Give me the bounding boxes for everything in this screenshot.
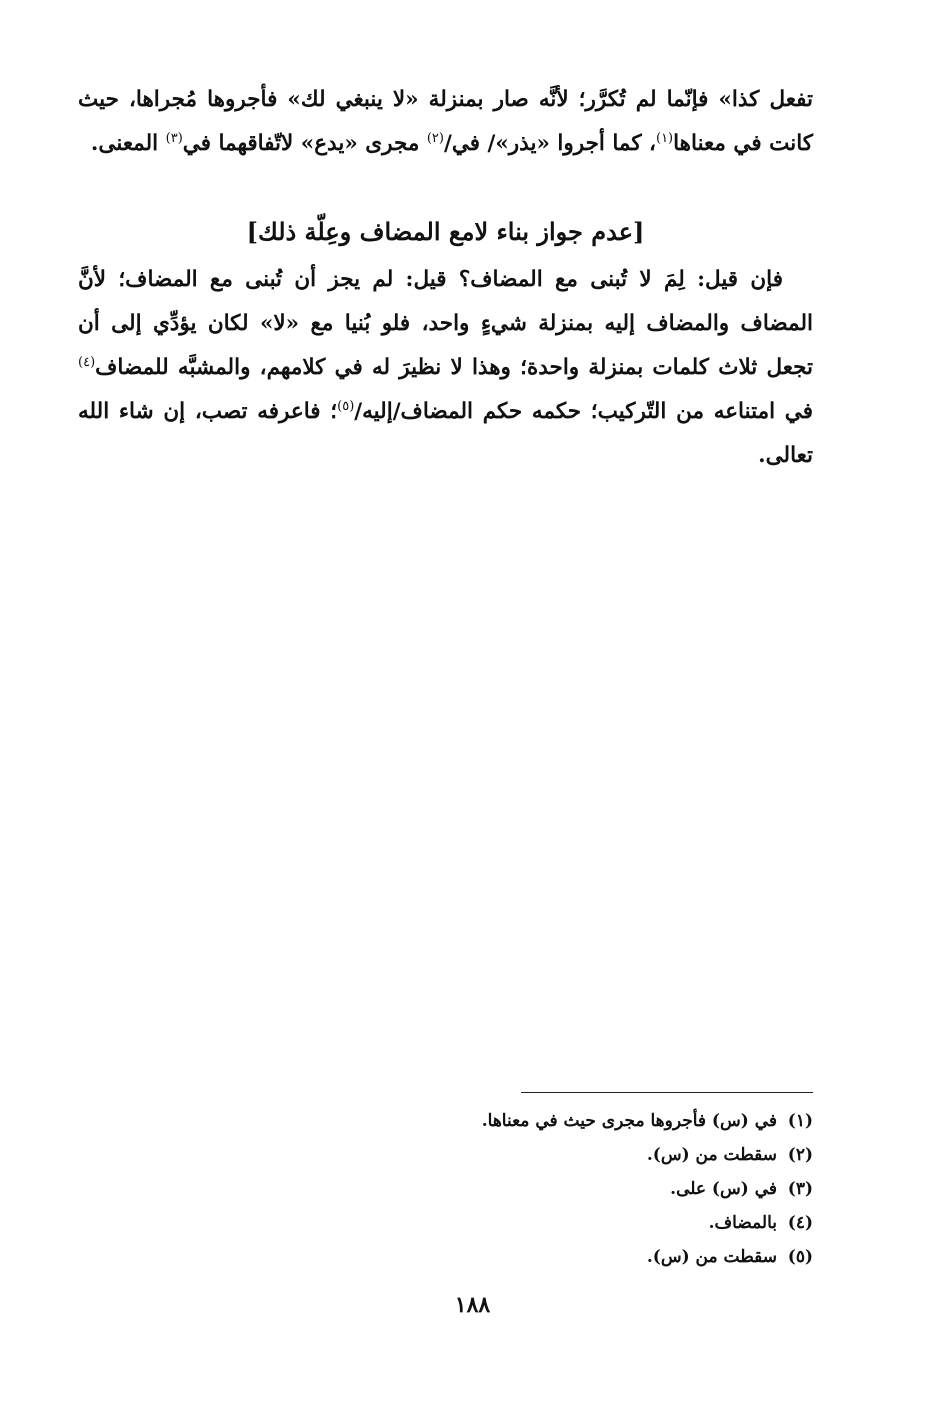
footnotes-list [78,1104,813,1274]
text-segment: ؛ فاعرفه تصب، إن شاء الله تعالى. [78,399,813,468]
footnote-number: (١) [787,1111,813,1131]
text-segment: تفعل كذا» فإنّما لم تُكرَّر؛ لأنَّه صار بمنزلة «لا ينبغي لك» فأجروها مُجراها، حيث كانت في معناها [78,87,813,156]
footnote-text: في (س) على. [670,1179,777,1199]
footnote-ref-5[interactable]: (٥) [337,398,355,414]
footnote-text: سقطت من (س). [646,1247,777,1267]
text-segment: فإن قيل: لِمَ لا تُبنى مع المضاف؟ قيل: لم يجز أن تُبنى مع المضاف؛ لأنَّ المضاف والمضاف إليه بمنزلة شيءٍ واحد، فلو بُنيا مع «لا» لكان يؤدِّي إلى أن تجعل ثلاث كلمات بمنزلة واحدة؛ وهذا لا نظيرَ له في كلامهم، والمشبَّه للمضاف [78,267,813,380]
footnote-item [78,1104,813,1138]
footnote-item [78,1138,813,1172]
footnote-item [78,1206,813,1240]
text-segment: في امتناعه من التّركيب؛ حكمه حكم المضاف/إليه/ [354,399,814,424]
text-segment: مجرى «يدع» لاتّفاقهما في [182,131,427,156]
footnote-item [78,1240,813,1274]
footnote-divider [521,1092,813,1093]
footnote-number: (٥) [787,1247,813,1267]
section-heading: [عدم جواز بناء لامع المضاف وعِلّة ذلك] [246,217,645,246]
paragraph-continuation [78,78,813,166]
footnote-ref-3[interactable]: (٣) [165,130,183,146]
footnote-number: (٣) [787,1179,813,1199]
footnote-number: (٤) [787,1213,813,1233]
footnote-ref-4[interactable]: (٤) [78,354,96,370]
footnote-ref-1[interactable]: (١) [655,130,674,146]
page-number: ١٨٨ [454,1292,491,1318]
text-segment: ، كما أجروا «يذر»/ في/ [443,131,656,156]
footnote-text: سقطت من (س). [646,1145,777,1165]
footnote-text: في (س) فأجروها مجرى حيث في معناها. [481,1111,777,1131]
footnote-text: بالمضاف. [708,1213,777,1233]
footnote-ref-2[interactable]: (٢) [426,130,444,146]
text-segment: المعنى. [90,131,166,156]
footnote-item [78,1172,813,1206]
footnote-number: (٢) [787,1145,813,1165]
paragraph-main [78,258,813,478]
